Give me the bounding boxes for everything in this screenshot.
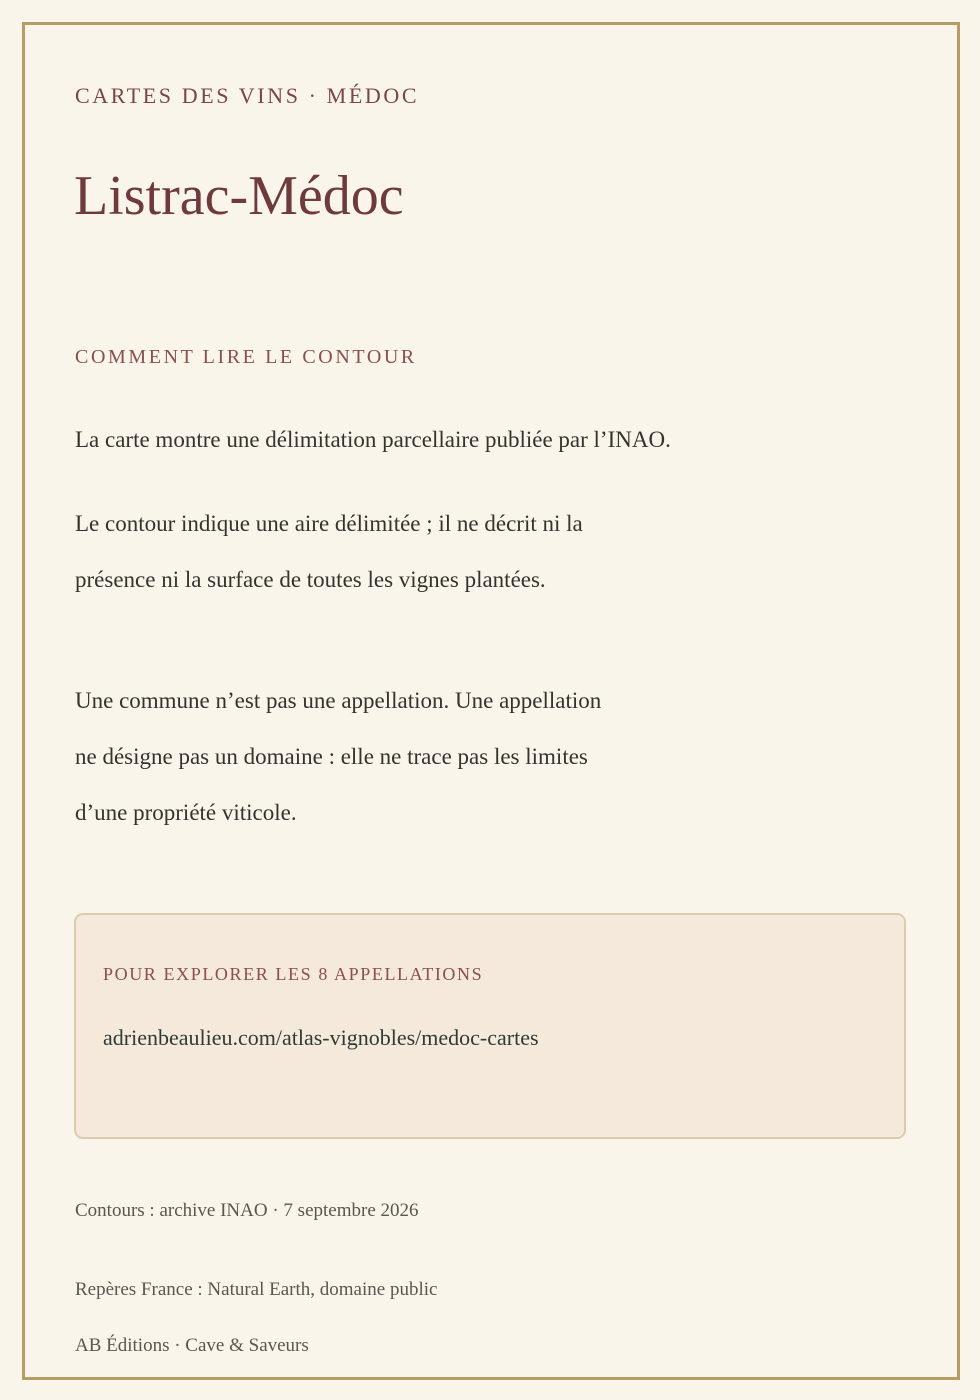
footer-source: Contours : archive INAO · 7 septembre 2026	[75, 1200, 419, 1221]
paragraph-appellation	[75, 673, 601, 841]
paragraph-line: présence ni la surface de toutes les vignes plantées.	[75, 567, 546, 592]
section-heading: COMMENT LIRE LE CONTOUR	[75, 346, 417, 368]
series-kicker: CARTES DES VINS · MÉDOC	[75, 83, 420, 108]
explore-link[interactable]: adrienbeaulieu.com/atlas-vignobles/medoc-cartes	[103, 1025, 539, 1050]
paragraph-line: Une commune n’est pas une appellation. Une appellation	[75, 688, 602, 713]
paragraph-line: ne désigne pas un domaine : elle ne trace pas les limites	[75, 744, 588, 769]
explore-heading: POUR EXPLORER LES 8 APPELLATIONS	[103, 964, 484, 984]
footer-reperes: Repères France : Natural Earth, domaine public	[75, 1279, 438, 1300]
paragraph-contour	[75, 496, 583, 608]
paragraph-line: La carte montre une délimitation parcellaire publiée par l’INAO.	[75, 427, 671, 452]
explore-box	[74, 913, 906, 1139]
paragraph-delimitation	[75, 412, 671, 468]
paragraph-line: Le contour indique une aire délimitée ; il ne décrit ni la	[75, 511, 583, 536]
paragraph-line: d’une propriété viticole.	[75, 800, 297, 825]
page-title: Listrac-Médoc	[74, 165, 404, 227]
footer-publisher: AB Éditions · Cave & Saveurs	[75, 1335, 309, 1356]
